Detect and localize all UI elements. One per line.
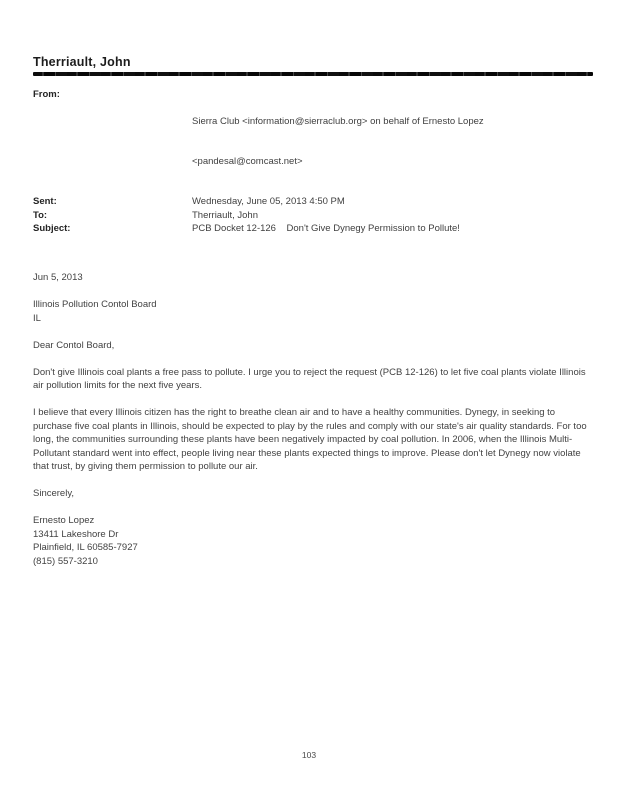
email-meta-fields [33, 88, 595, 235]
address-line-state: IL [33, 312, 41, 324]
header-divider-rule [33, 72, 593, 76]
meta-row-subject [33, 222, 595, 235]
from-value-line-1: Sierra Club <information@sierraclub.org> on behalf of Ernesto Lopez [192, 115, 484, 127]
signature-street: 13411 Lakeshore Dr [33, 528, 119, 540]
closing: Sincerely, [33, 488, 75, 500]
meta-row-sent [33, 195, 595, 208]
spacer [33, 352, 595, 366]
spacer [33, 393, 595, 407]
address-line-org: Illinois Pollution Contol Board [33, 299, 157, 311]
meta-row-from [33, 88, 595, 195]
paragraph-2: I believe that every Illinois citizen has the right to breathe clean air and to have a healthy communities. Dynegy, in seeking to purchase five coal plants in Illinois, should be expected to play by the rules and comply with our state's air quality standards. For too long, the communities surrounding these plants have been negatively impacted by coal pollution. In 2006, when the Illinois Multi-Pollutant standard went into effect, people living near these plants expected things to improve. Please don't let Dynegy now violate that trust, by giving them permission to pollute our air. [33, 407, 587, 473]
spacer [33, 325, 595, 339]
meta-row-to [33, 209, 595, 222]
sent-value: Wednesday, June 05, 2013 4:50 PM [192, 196, 345, 208]
subject-value: PCB Docket 12-126 Don't Give Dynegy Permission to Pollute! [192, 223, 460, 235]
letter-body [33, 271, 595, 568]
spacer [33, 285, 595, 299]
spacer [33, 501, 595, 515]
subject-label: Subject: [33, 223, 71, 235]
page-number: 103 [301, 750, 317, 760]
paragraph-1: Don't give Illinois coal plants a free pass to pollute. I urge you to reject the request (PCB 12-126) to let five coal plants violate Illinois air pollution limits for the next five years. [33, 366, 586, 392]
from-value [192, 88, 595, 195]
signature-name: Ernesto Lopez [33, 515, 95, 527]
sent-label: Sent: [33, 196, 57, 208]
from-label: From: [33, 89, 60, 100]
spacer [33, 474, 595, 488]
salutation: Dear Contol Board, [33, 339, 115, 351]
signature-phone: (815) 557-3210 [33, 555, 98, 567]
to-label: To: [33, 209, 48, 221]
recipient-name-header: Therriault, John [33, 55, 131, 69]
signature-city-state-zip: Plainfield, IL 60585-7927 [33, 542, 138, 554]
from-value-line-2: <pandesal@comcast.net> [192, 156, 303, 168]
letter-date: Jun 5, 2013 [33, 272, 83, 284]
to-value: Therriault, John [192, 209, 259, 221]
